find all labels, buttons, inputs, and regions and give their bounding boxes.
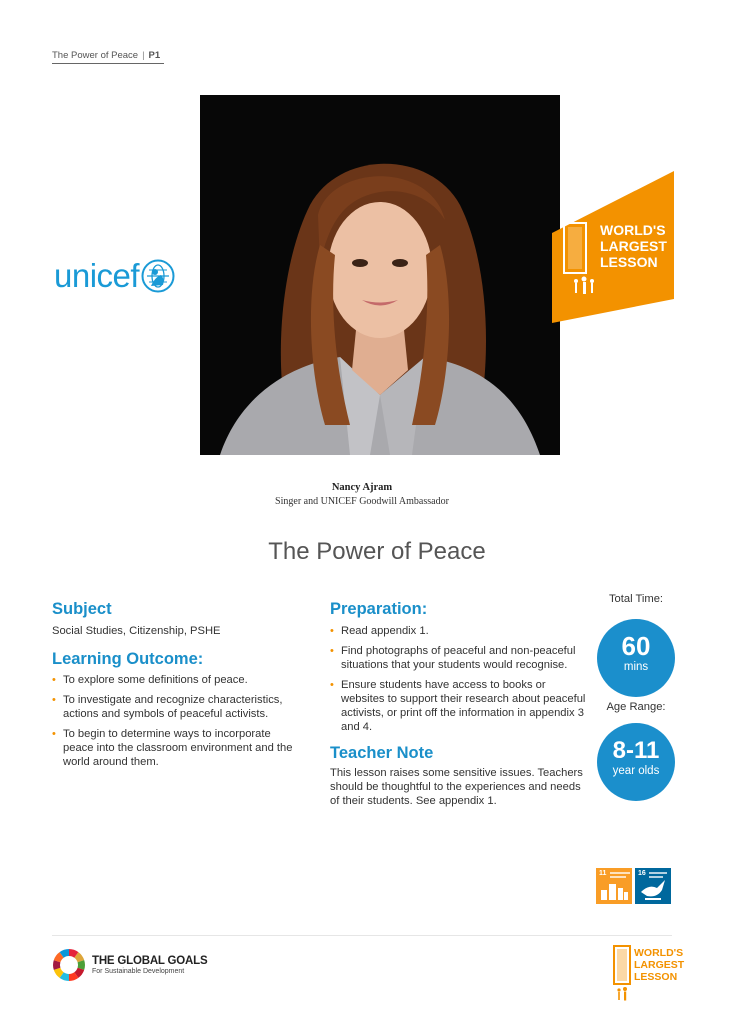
lesson-title: The Power of Peace [268, 538, 486, 565]
footer-divider [52, 935, 672, 936]
list-item: • Ensure students have access to books or websites to support their research about peaceful activists, or print off the information in appendix 3 and 4. [330, 678, 586, 734]
global-goals-logo [52, 948, 207, 982]
subject-text: Social Studies, Citizenship, PSHE [52, 625, 221, 637]
global-goals-subtitle: For Sustainable Development [92, 967, 185, 975]
running-header-separator: | [142, 50, 145, 61]
page-number: P1 [148, 50, 161, 61]
list-item: • Read appendix 1. [330, 624, 586, 638]
age-range-label: Age Range: [606, 701, 666, 713]
running-header-title: The Power of Peace [52, 50, 139, 61]
preparation-heading: Preparation: [330, 600, 428, 618]
total-time-badge [597, 619, 675, 697]
age-range-unit: year olds [612, 765, 660, 777]
middle-column [330, 600, 586, 808]
left-column [52, 600, 302, 775]
portrait-illustration [200, 95, 560, 455]
teacher-note-heading: Teacher Note [330, 744, 434, 762]
photo-caption-role: Singer and UNICEF Goodwill Ambassador [275, 496, 449, 507]
running-header [52, 50, 160, 61]
wll-line-1: WORLD'S [600, 222, 666, 238]
worlds-largest-lesson-footer-logo [612, 942, 685, 1002]
header-underline [52, 63, 164, 64]
subject-heading: Subject [52, 600, 112, 618]
wll-small-line-1: WORLD'S [634, 947, 684, 959]
learning-outcome-list [52, 673, 302, 769]
wll-line-2: LARGEST [600, 238, 667, 254]
unicef-emblem-icon [141, 259, 175, 293]
list-item: • To explore some definitions of peace. [52, 673, 302, 687]
worlds-largest-lesson-banner [552, 171, 674, 323]
portrait-photo [200, 95, 560, 455]
worlds-largest-lesson-logo [552, 171, 674, 323]
global-goals-title: THE GLOBAL GOALS [92, 954, 208, 967]
total-time-value: 60 [621, 631, 651, 661]
learning-outcome-heading: Learning Outcome: [52, 650, 204, 668]
age-range-badge [597, 723, 675, 801]
list-item: • To begin to determine ways to incorporate peace into the classroom environment and the world around them. [52, 727, 302, 769]
age-range-value: 8-11 [612, 737, 660, 764]
sdg-icons [596, 868, 671, 904]
list-item: • To investigate and recognize characteristics, actions and symbols of peaceful activists. [52, 693, 302, 721]
global-goals-wheel-icon [52, 948, 86, 982]
sdg-11-icon [596, 868, 632, 904]
city-icon [596, 868, 632, 904]
wll-line-3: LESSON [600, 254, 658, 270]
total-time-label: Total Time: [608, 593, 664, 605]
global-goals-text [92, 955, 207, 976]
sdg-16-icon [635, 868, 671, 904]
unicef-wordmark: unicef [54, 257, 140, 294]
sdg-16-number: 16 [638, 870, 646, 877]
teacher-note-text: This lesson raises some sensitive issues. Teachers should be thoughtful to the experiences and needs of their students. See appendix 1. [330, 767, 583, 807]
sdg-11-number: 11 [599, 870, 607, 877]
list-item: • Find photographs of peaceful and non-peaceful situations that your students would recognise. [330, 644, 586, 672]
worlds-largest-lesson-small-logo [612, 942, 685, 1002]
dove-icon [635, 868, 671, 904]
total-time-unit: mins [623, 661, 649, 673]
wll-small-line-3: LESSON [634, 971, 678, 983]
photo-caption-name: Nancy Ajram [331, 482, 393, 493]
unicef-logo [54, 257, 175, 295]
wll-small-line-2: LARGEST [634, 959, 685, 971]
preparation-list [330, 624, 586, 734]
